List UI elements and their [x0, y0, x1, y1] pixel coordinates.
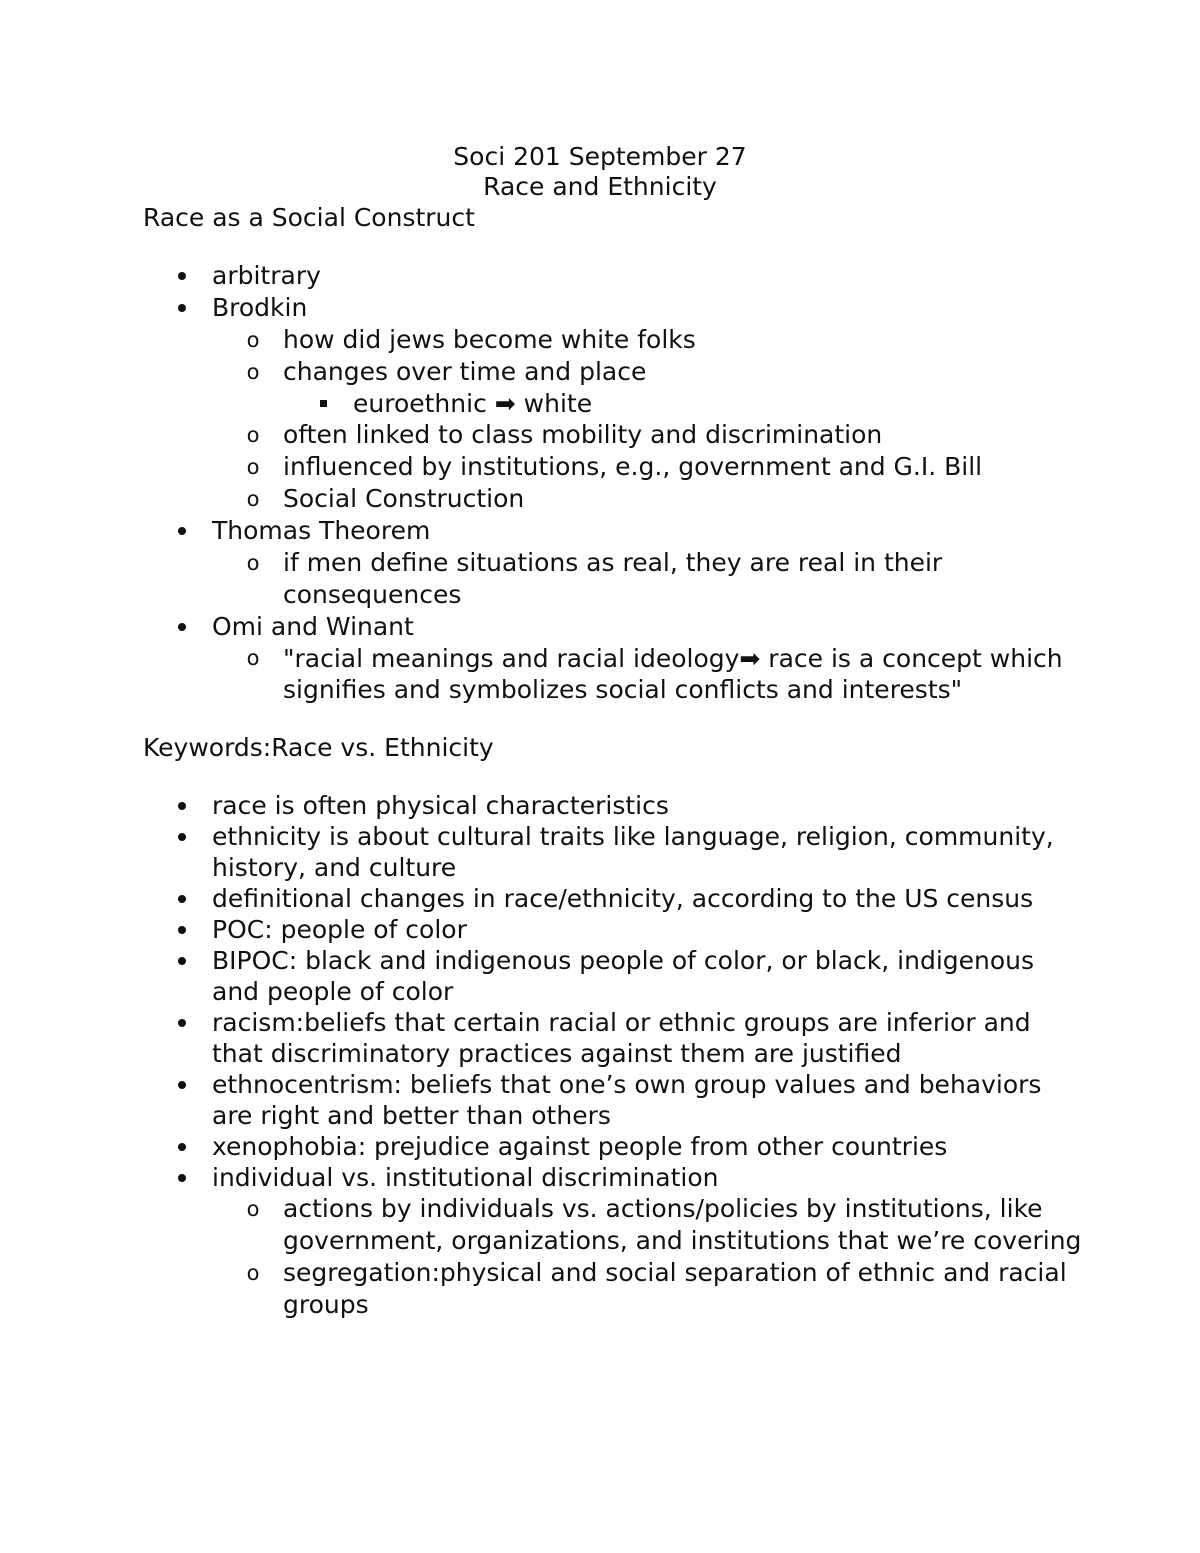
bullet-dot-icon — [172, 883, 192, 914]
sub-list-item: o how did jews become white folks — [283, 324, 1083, 356]
sub-list-item: o actions by individuals vs. actions/policies by institutions, like government, organizations, and institutions that we’re covering — [283, 1193, 1083, 1257]
document-body — [143, 203, 1083, 1321]
bullet-circle-icon: o — [246, 1197, 260, 1221]
bullet-dot-icon — [172, 515, 192, 547]
list-item: definitional changes in race/ethnicity, according to the US census — [212, 883, 1083, 914]
list-item: racism:beliefs that certain racial or ethnic groups are inferior and that discriminatory practices against them are justified — [212, 1007, 1083, 1069]
bullet-dot-icon — [172, 1069, 192, 1100]
list-item: Thomas Theorem o if men define situations as real, they are real in their consequences — [212, 515, 1083, 611]
bullet-dot-icon — [172, 1162, 192, 1193]
sub-list — [246, 1193, 1083, 1321]
bullet-circle-icon: o — [246, 328, 260, 352]
list-item: POC: people of color — [212, 914, 1083, 945]
sub-list-item: o if men define situations as real, they are real in their consequences — [283, 547, 1083, 611]
bullet-dot-icon — [172, 1007, 192, 1038]
bullet-dot-icon — [172, 611, 192, 643]
bullet-dot-icon — [172, 260, 192, 292]
bullet-circle-icon: o — [246, 551, 260, 575]
list-item: race is often physical characteristics — [212, 790, 1083, 821]
keywords-list — [212, 790, 1083, 1321]
sub-list — [246, 324, 1083, 515]
sub-list-item: o segregation:physical and social separation of ethnic and racial groups — [283, 1257, 1083, 1321]
bullet-circle-icon: o — [246, 1261, 260, 1285]
sub-list-item: o Social Construction — [283, 483, 1083, 515]
document-title: Soci 201 September 27 — [453, 142, 747, 171]
bullet-circle-icon: o — [246, 487, 260, 511]
list-item: BIPOC: black and indigenous people of color, or black, indigenous and people of color — [212, 945, 1083, 1007]
bullet-dot-icon — [172, 790, 192, 821]
sub-list-item: o changes over time and place euroethnic ➡ white — [283, 356, 1083, 419]
sub-list — [246, 643, 1083, 705]
list-item: Brodkin o how did jews become white folks o changes over time and place euroethnic ➡ white o often linked to class mobility and discrimination o influenced by institutions, e.g., government and G.I. Bill o Social Construction — [212, 292, 1083, 515]
list-item: individual vs. institutional discrimination o actions by individuals vs. actions/policies by institutions, like government, organizations, and institutions that we’re covering o segregation:physical and social separation of ethnic and racial groups — [212, 1162, 1083, 1321]
bullet-dot-icon — [172, 945, 192, 976]
sub-list-item: o influenced by institutions, e.g., government and G.I. Bill — [283, 451, 1083, 483]
document-subtitle: Race and Ethnicity — [483, 172, 717, 201]
list-item: ethnicity is about cultural traits like language, religion, community, history, and culture — [212, 821, 1083, 883]
list-item: xenophobia: prejudice against people from other countries — [212, 1131, 1083, 1162]
list-item: arbitrary — [212, 260, 1083, 292]
bullet-circle-icon: o — [246, 423, 260, 447]
bullet-dot-icon — [172, 1131, 192, 1162]
sub-list-item: o "racial meanings and racial ideology➡ race is a concept which signifies and symbolizes social conflicts and interests" — [283, 643, 1083, 705]
race-construct-list — [212, 260, 1083, 705]
sub-list-item: o often linked to class mobility and discrimination — [283, 419, 1083, 451]
sub-list — [246, 547, 1083, 611]
section-heading-keywords: Keywords:Race vs. Ethnicity — [143, 733, 494, 762]
list-item: Omi and Winant o "racial meanings and racial ideology➡ race is a concept which signifies and symbolizes social conflicts and interests" — [212, 611, 1083, 705]
title-block — [0, 142, 1200, 202]
bullet-dot-icon — [172, 292, 192, 324]
bullet-circle-icon: o — [246, 455, 260, 479]
section-heading-race-social-construct: Race as a Social Construct — [143, 203, 475, 232]
list-item: ethnocentrism: beliefs that one’s own group values and behaviors are right and better than others — [212, 1069, 1083, 1131]
bullet-dot-icon — [172, 821, 192, 852]
bullet-circle-icon: o — [246, 360, 260, 384]
bullet-square-icon — [313, 388, 333, 419]
bullet-dot-icon — [172, 914, 192, 945]
sub-sub-list — [353, 388, 1083, 419]
bullet-circle-icon: o — [246, 646, 260, 670]
sub-sub-list-item: euroethnic ➡ white — [353, 388, 1083, 419]
